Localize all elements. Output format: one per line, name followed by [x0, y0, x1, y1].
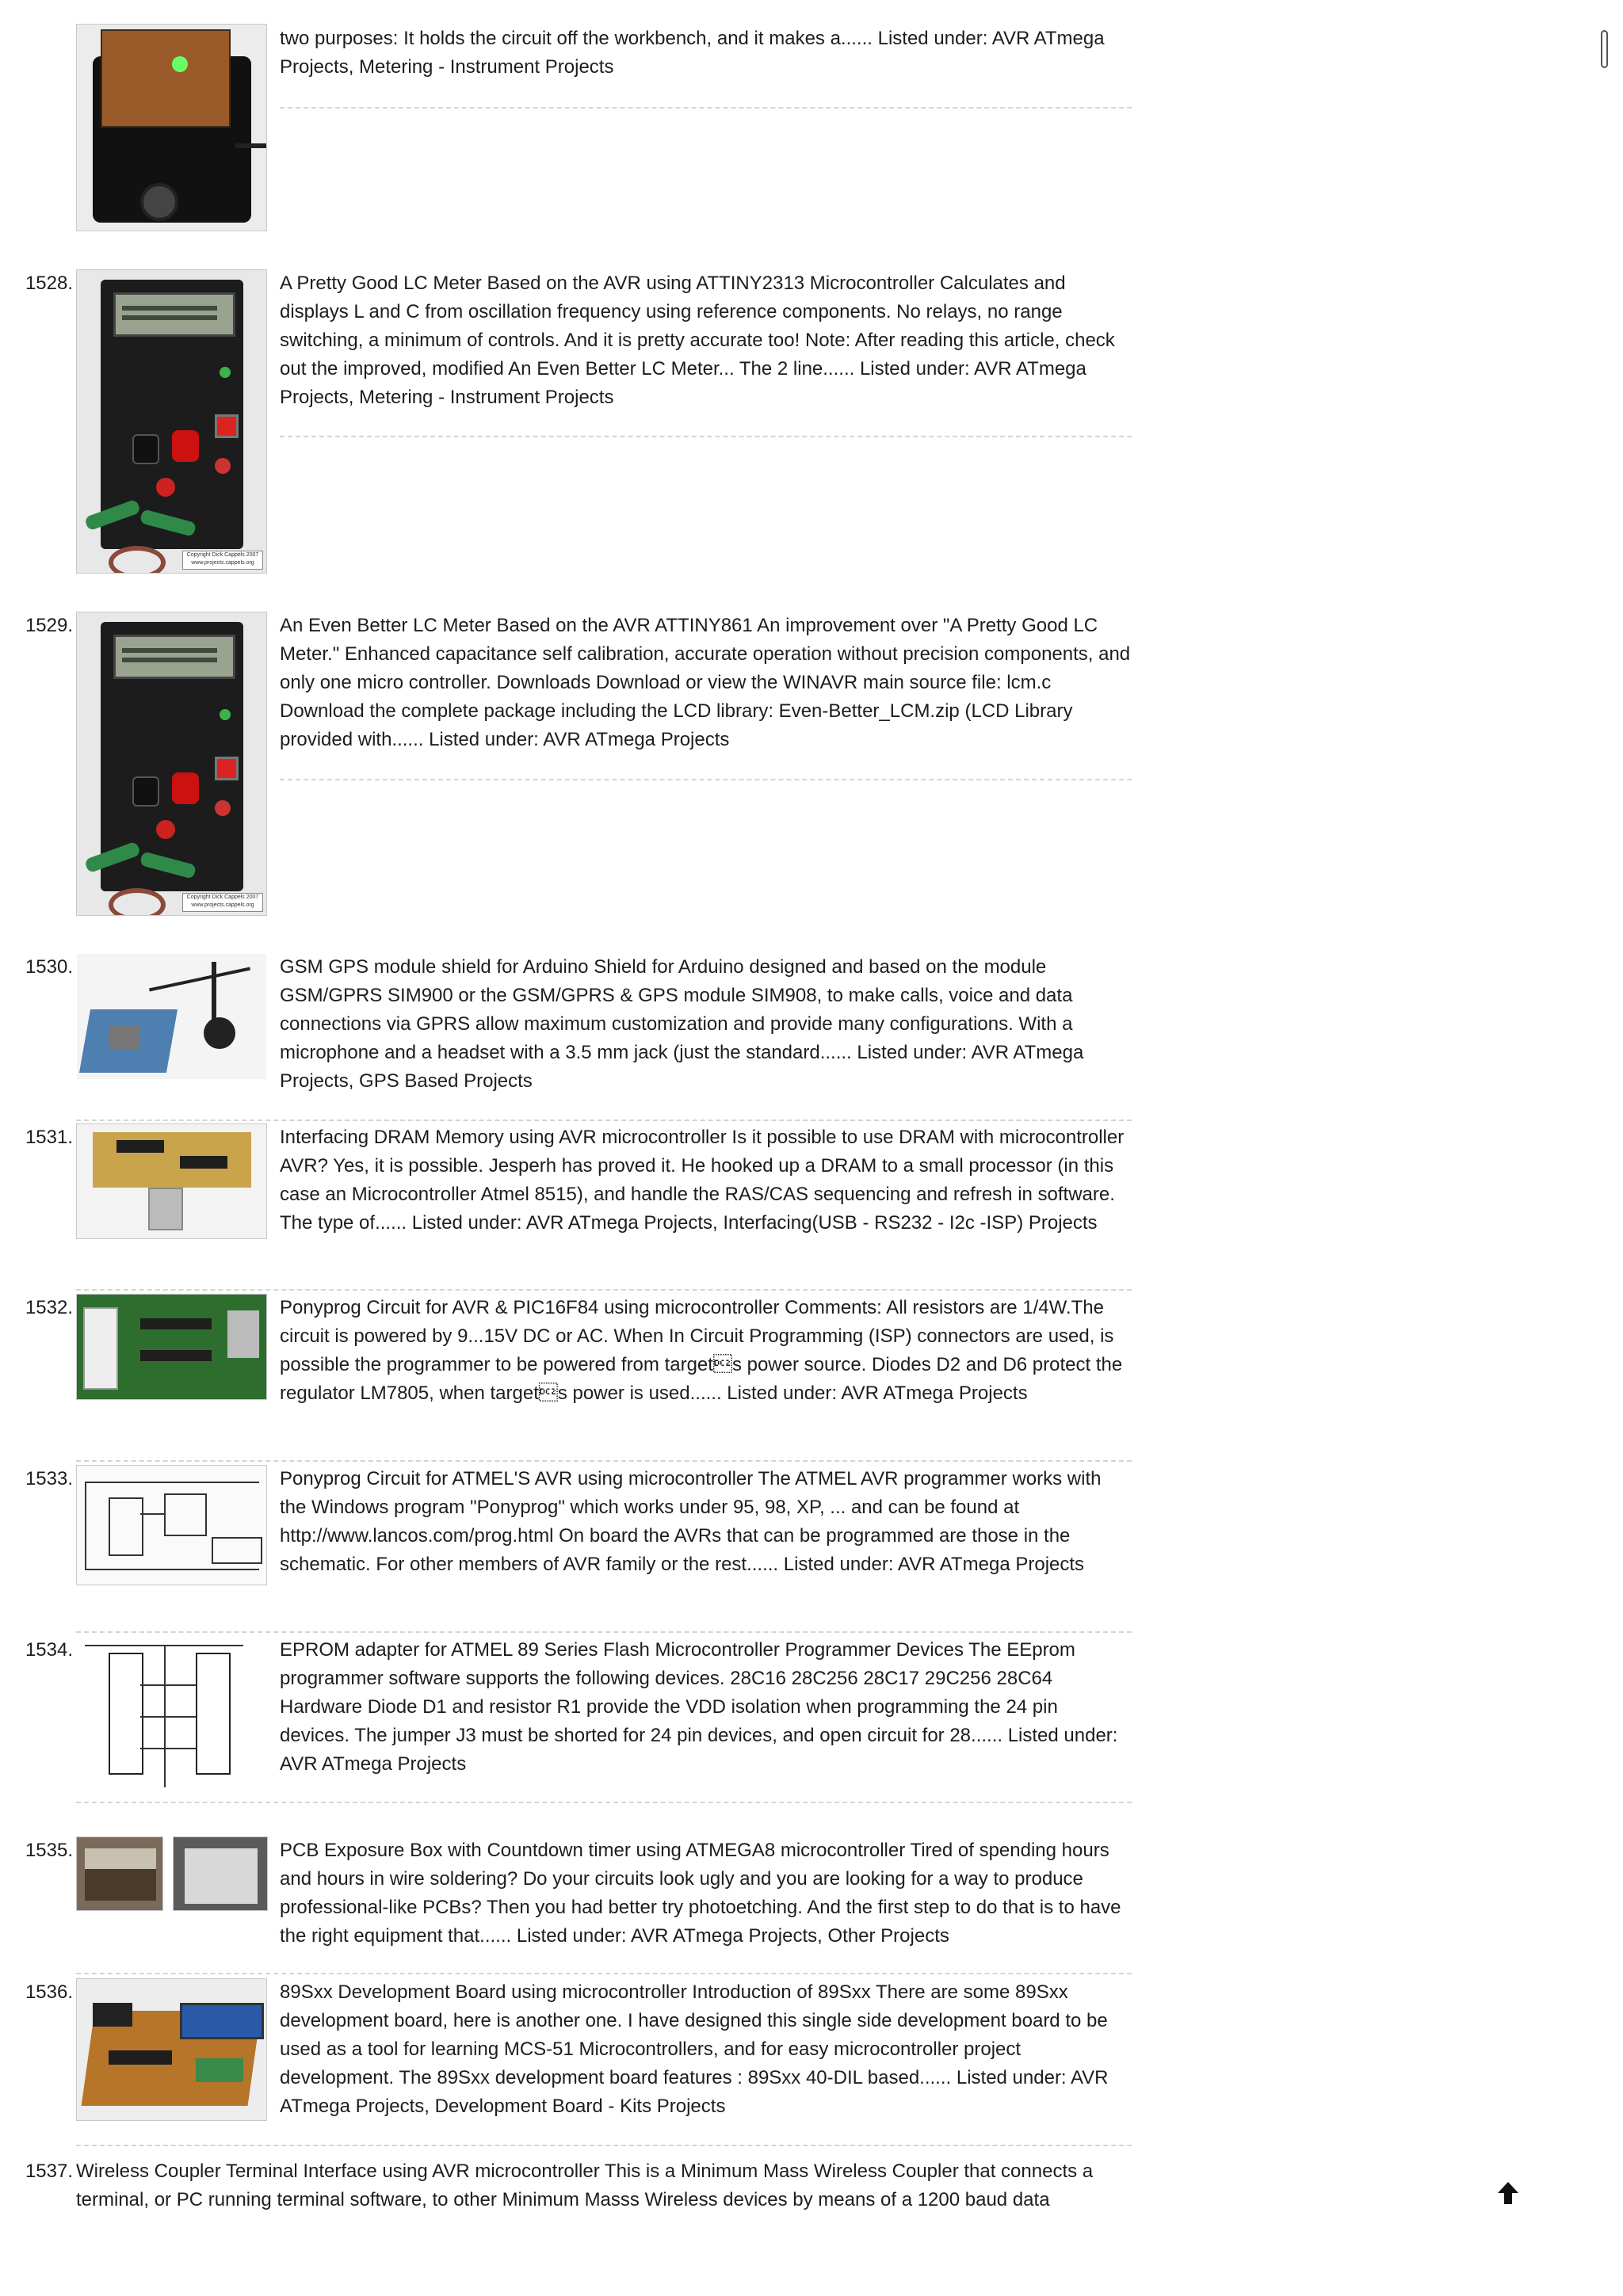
- item-number: 1533.: [25, 1468, 73, 1489]
- item-number: 1528.: [25, 273, 73, 294]
- item-description: Interfacing DRAM Memory using AVR microcontroller Is it possible to use DRAM with microcontroller AVR? Yes, it is possible. Jesperh has proved it. He hooked up a DRAM to a small processor (in this case an Microcontroller Atmel 8515), and handle the RAS/CAS sequencing and refresh in software. The type of...... Listed under: AVR ATmega Projects, Interfacing(USB - RS232 - I2c -ISP) Projects: [280, 1127, 1125, 1234]
- gsm-shield-thumbnail[interactable]: [76, 953, 267, 1080]
- item-separator: [76, 1802, 1132, 1803]
- item-description: Wireless Coupler Terminal Interface using AVR microcontroller This is a Minimum Mass Wireless Coupler that connects a terminal, or PC running terminal software, to other Minimum Masss Wireless devices by means of a 1200 baud data: [76, 2161, 1094, 2210]
- item-description: Ponyprog Circuit for ATMEL'S AVR using microcontroller The ATMEL AVR programmer works with the Windows program "Ponyprog" which works under 95, 98, XP, ... and can be found at http://www.lancos.com/prog.html On board the AVRs that can be programmed are those in the schematic. For other members of AVR family or the rest...... Listed under: AVR ATmega Projects: [280, 1468, 1102, 1575]
- item-separator: [76, 1289, 1132, 1291]
- exposure-box-thumbnail[interactable]: [173, 1836, 268, 1911]
- item-number: 1534.: [25, 1639, 73, 1661]
- dram-board-thumbnail[interactable]: [76, 1123, 267, 1239]
- item-number: 1532.: [25, 1297, 73, 1318]
- item-number: 1531.: [25, 1127, 73, 1148]
- programmer-pcb-thumbnail[interactable]: [76, 1294, 267, 1400]
- item-separator: [280, 779, 1132, 780]
- copyright-note: Copyright Dick Cappels 2007 www.projects.cappels.org: [182, 893, 263, 912]
- enclosure-circuit-thumbnail[interactable]: [76, 24, 267, 231]
- dev-board-thumbnail[interactable]: [76, 1978, 267, 2121]
- back-to-top-button[interactable]: [1496, 2180, 1520, 2206]
- item-description: EPROM adapter for ATMEL 89 Series Flash Microcontroller Programmer Devices The EEprom programmer software supports the following devices. 28C16 28C256 28C17 29C256 28C64 Hardware Diode D1 and resistor R1 provide the VDD isolation when programming the 24 pin devices. The jumper J3 must be shorted for 24 pin devices, and open circuit for 28...... Listed under: AVR ATmega Projects: [280, 1639, 1118, 1775]
- item-separator: [76, 2145, 1132, 2146]
- item-description: 89Sxx Development Board using microcontroller Introduction of 89Sxx There are some 89Sxx development board, here is another one. I have designed this single side development board to be used as a tool for learning MCS-51 Microcontrollers, and for easy microcontroller project development. The 89Sxx development board features : 89Sxx 40-DIL based...... Listed under: AVR ATmega Projects, Development Board - Kits Projects: [280, 1981, 1109, 2117]
- item-separator: [76, 1631, 1132, 1633]
- item-separator: [280, 436, 1132, 437]
- item-separator: [280, 107, 1132, 109]
- item-separator: [76, 1973, 1132, 1974]
- item-description: Ponyprog Circuit for AVR & PIC16F84 using microcontroller Comments: All resistors are 1/4W.The circuit is powered by 9...15V DC or AC. When In Circuit Programming (ISP) connectors are used, is possible the programmer to be powered from targets power source. Diodes D2 and D6 protect the regulator LM7805, when targets power is used...... Listed under: AVR ATmega Projects: [280, 1297, 1123, 1404]
- item-separator: [76, 1460, 1132, 1462]
- item-description: GSM GPS module shield for Arduino Shield for Arduino designed and based on the module GSM/GPRS SIM900 or the GSM/GPRS & GPS module SIM908, to make calls, voice and data connections via GPRS allow maximum customization and provide many configurations. With a microphone and a headset with a 3.5 mm jack (just the standard...... Listed under: AVR ATmega Projects, GPS Based Projects: [280, 956, 1084, 1092]
- item-number: 1537.: [25, 2161, 73, 2182]
- up-arrow-icon: [1496, 2180, 1520, 2206]
- eprom-schematic-thumbnail[interactable]: [76, 1636, 267, 1794]
- copyright-note: Copyright Dick Cappels 2007 www.projects.cappels.org: [182, 551, 263, 570]
- item-description: An Even Better LC Meter Based on the AVR ATTINY861 An improvement over "A Pretty Good LC Meter." Enhanced capacitance self calibration, accurate operation without precision components, and only one micro controller. Downloads Download or view the WINAVR main source file: lcm.c Download the complete package including the LCD library: Even-Better_LCM.zip (LCD Library provided with...... Listed under: AVR ATmega Projects: [280, 615, 1131, 750]
- item-separator: [76, 1119, 1132, 1121]
- item-description: A Pretty Good LC Meter Based on the AVR using ATTINY2313 Microcontroller Calculates and displays L and C from oscillation frequency using reference components. No relays, no range switching, a minimum of controls. And it is pretty accurate too! Note: After reading this article, check out the improved, modified An Even Better LC Meter... The 2 line...... Listed under: AVR ATmega Projects, Metering - Instrument Projects: [280, 273, 1115, 408]
- schematic-thumbnail[interactable]: [76, 1465, 267, 1585]
- lc-meter-thumbnail[interactable]: [76, 612, 267, 916]
- item-number: 1529.: [25, 615, 73, 636]
- item-number: 1530.: [25, 956, 73, 978]
- exposure-box-thumbnail[interactable]: [76, 1836, 163, 1911]
- item-number: 1535.: [25, 1840, 73, 1861]
- item-number: 1536.: [25, 1981, 73, 2003]
- item-description: PCB Exposure Box with Countdown timer using ATMEGA8 microcontroller Tired of spending hours and hours in wire soldering? Do your circuits look ugly and you are looking for a way to produce professional-like PCBs? Then you had better try photoetching. And the first step to do that is to have the right equipment that...... Listed under: AVR ATmega Projects, Other Projects: [280, 1840, 1121, 1947]
- lc-meter-thumbnail[interactable]: [76, 269, 267, 574]
- scrollbar-thumb[interactable]: [1601, 30, 1608, 68]
- item-description: two purposes: It holds the circuit off the workbench, and it makes a...... Listed under: AVR ATmega Projects, Metering - Instrument Projects: [280, 28, 1105, 78]
